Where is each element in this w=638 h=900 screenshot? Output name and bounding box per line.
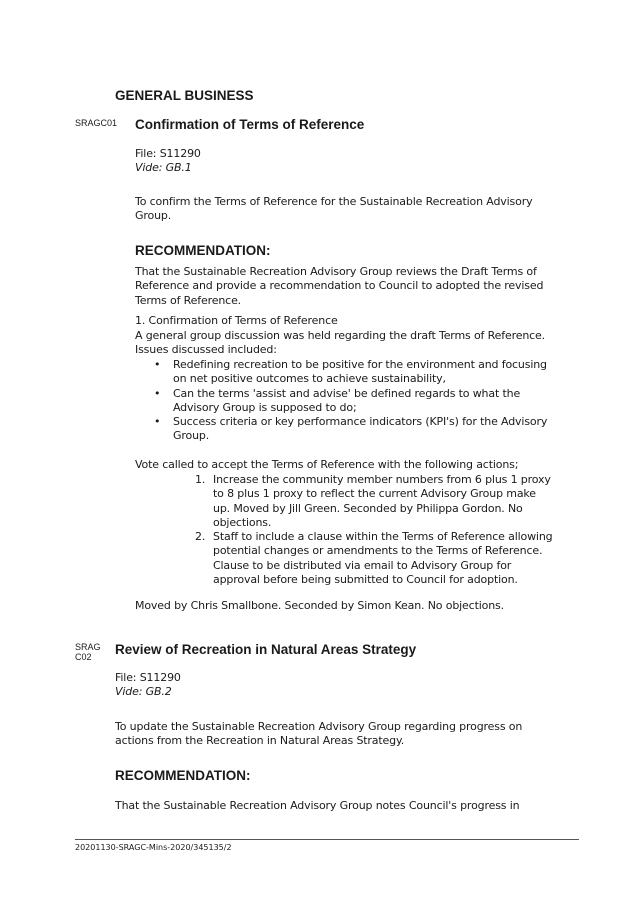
item-code: SRAGC01	[75, 118, 118, 128]
recommendation-text: That the Sustainable Recreation Advisory Group reviews the Draft Terms of Reference and provide a recommendation to Council to adopted the revised Terms of Reference.	[135, 265, 544, 307]
item-code: SRAG C02	[75, 642, 101, 662]
recommendation-heading: RECOMMENDATION:	[135, 243, 271, 258]
sub-heading: 1. Confirmation of Terms of Reference	[135, 314, 338, 327]
bullet-icon: •	[154, 386, 161, 400]
footer-reference: 20201130-SRAGC-Mins-2020/345135/2	[75, 843, 232, 852]
issues-list	[135, 358, 555, 444]
item-title: Review of Recreation in Natural Areas Strategy	[115, 642, 417, 657]
bullet-icon: •	[154, 415, 161, 429]
moved-text: Moved by Chris Smallbone. Seconded by Simon Kean. No objections.	[135, 599, 504, 612]
list-item: • Redefining recreation to be positive for the environment and focusing on net positive outcomes to achieve sustainability,	[154, 358, 547, 386]
recommendation-heading: RECOMMENDATION:	[115, 768, 251, 783]
discussion-text: A general group discussion was held regarding the draft Terms of Reference. Issues discussed included:	[135, 329, 546, 357]
file-reference: File: S11290	[115, 671, 181, 684]
bullet-icon: •	[154, 358, 161, 371]
list-item: 2. Staff to include a clause within the Terms of Reference allowing potential changes or amendments to the Terms of Reference. Clause to be distributed via email to Advisory Group for approval before being submitted to Council for adoption.	[195, 530, 553, 587]
actions-list	[195, 473, 555, 587]
purpose-text: To update the Sustainable Recreation Advisory Group regarding progress on actions from the Recreation in Natural Areas Strategy.	[115, 720, 523, 748]
footer-divider	[75, 839, 579, 840]
vide-reference: Vide: GB.1	[135, 161, 192, 174]
list-item: 1. Increase the community member numbers from 6 plus 1 proxy to 8 plus 1 proxy to reflect the current Advisory Group make up. Moved by Jill Green. Seconded by Philippa Gordon. No objections.	[195, 473, 551, 529]
section-heading: GENERAL BUSINESS	[115, 88, 254, 103]
vide-reference: Vide: GB.2	[115, 685, 172, 698]
list-item: • Can the terms 'assist and advise' be defined regards to what the Advisory Group is supposed to do;	[154, 386, 521, 414]
list-item: • Success criteria or key performance indicators (KPI's) for the Advisory Group.	[154, 415, 548, 443]
file-reference: File: S11290	[135, 147, 201, 160]
item-title: Confirmation of Terms of Reference	[135, 117, 365, 132]
recommendation-text: That the Sustainable Recreation Advisory Group notes Council's progress in	[115, 799, 520, 812]
purpose-text: To confirm the Terms of Reference for the Sustainable Recreation Advisory Group.	[135, 195, 533, 223]
vote-text: Vote called to accept the Terms of Reference with the following actions;	[135, 458, 519, 471]
